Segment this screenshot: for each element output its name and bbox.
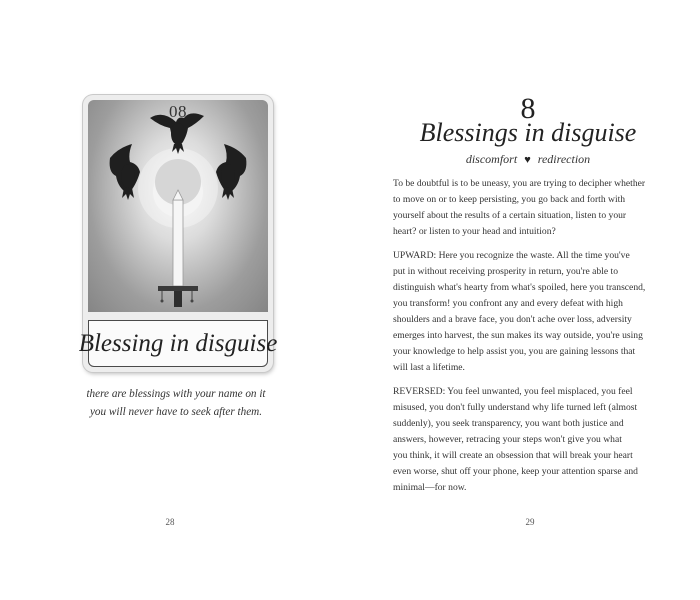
text-line: suddenly), you seek transparency, you want both justice and <box>393 418 624 429</box>
chapter-number: 8 <box>520 92 536 125</box>
card-title: Blessing in disguise <box>78 329 278 357</box>
heart-icon: ♥ <box>524 154 531 166</box>
text-line: shoulders and a brave face, you don't ache over loss, adversity <box>393 314 632 325</box>
text-line: REVERSED: You feel unwanted, you feel misplaced, you feel <box>393 386 633 397</box>
body-text <box>393 176 683 504</box>
paragraph-intro <box>393 176 683 240</box>
text-line: To be doubtful is to be uneasy, you are trying to decipher whether <box>393 178 646 189</box>
keyword: discomfort <box>465 152 518 166</box>
card-illustration <box>88 100 268 312</box>
card-art-svg <box>88 100 268 312</box>
text-line: even worse, shut off your phone, keep your attention sparse and <box>393 466 638 477</box>
crow-icon <box>216 144 246 200</box>
text-line: put in without receiving prosperity in return, you're able to <box>393 266 618 277</box>
text-line: answers, however, retracing your steps won't give you what <box>393 434 622 445</box>
right-page <box>350 0 700 600</box>
text-line: to move on or to keep persisting, you go back and forth with <box>393 194 626 205</box>
keywords <box>350 152 700 167</box>
chapter-title: Blessings in disguise <box>419 118 637 147</box>
page-number-right: 29 <box>525 517 535 527</box>
paragraph-upward <box>393 248 683 376</box>
text-line: emerges into harvest, the sun makes its way outside, you're using <box>393 330 643 341</box>
caption-line: you will never have to seek after them. <box>89 406 263 418</box>
text-line: UPWARD: Here you recognize the waste. All the time you've <box>393 250 630 261</box>
text-line: your knowledge to help assist you, you are gaining lessons that <box>393 346 636 357</box>
text-line: distinguish what's hearty from what's spoiled, here you transcend, <box>393 282 646 293</box>
text-line: will last a lifetime. <box>393 362 465 373</box>
caption-line: there are blessings with your name on it <box>86 388 266 400</box>
text-line: you transform! you confront any and every defeat with high <box>393 298 623 309</box>
text-line: yourself about the results of a certain situation, listen to your <box>393 210 627 221</box>
tarot-card <box>78 95 278 372</box>
text-line: you think, it will create an obsession that will break your heart <box>393 450 633 461</box>
page-number-left: 28 <box>165 517 175 527</box>
card-title-plate <box>78 320 278 367</box>
paragraph-reversed <box>393 384 683 496</box>
card-number: 08 <box>169 102 187 121</box>
card-caption <box>50 385 302 421</box>
keyword: redirection <box>537 152 591 166</box>
text-line: misused, you don't fully understand why life turned left (almost <box>393 402 638 413</box>
crow-icon <box>110 144 140 200</box>
text-line: minimal—for now. <box>393 482 467 493</box>
text-line: heart? or listen to your head and intuition? <box>393 226 556 237</box>
